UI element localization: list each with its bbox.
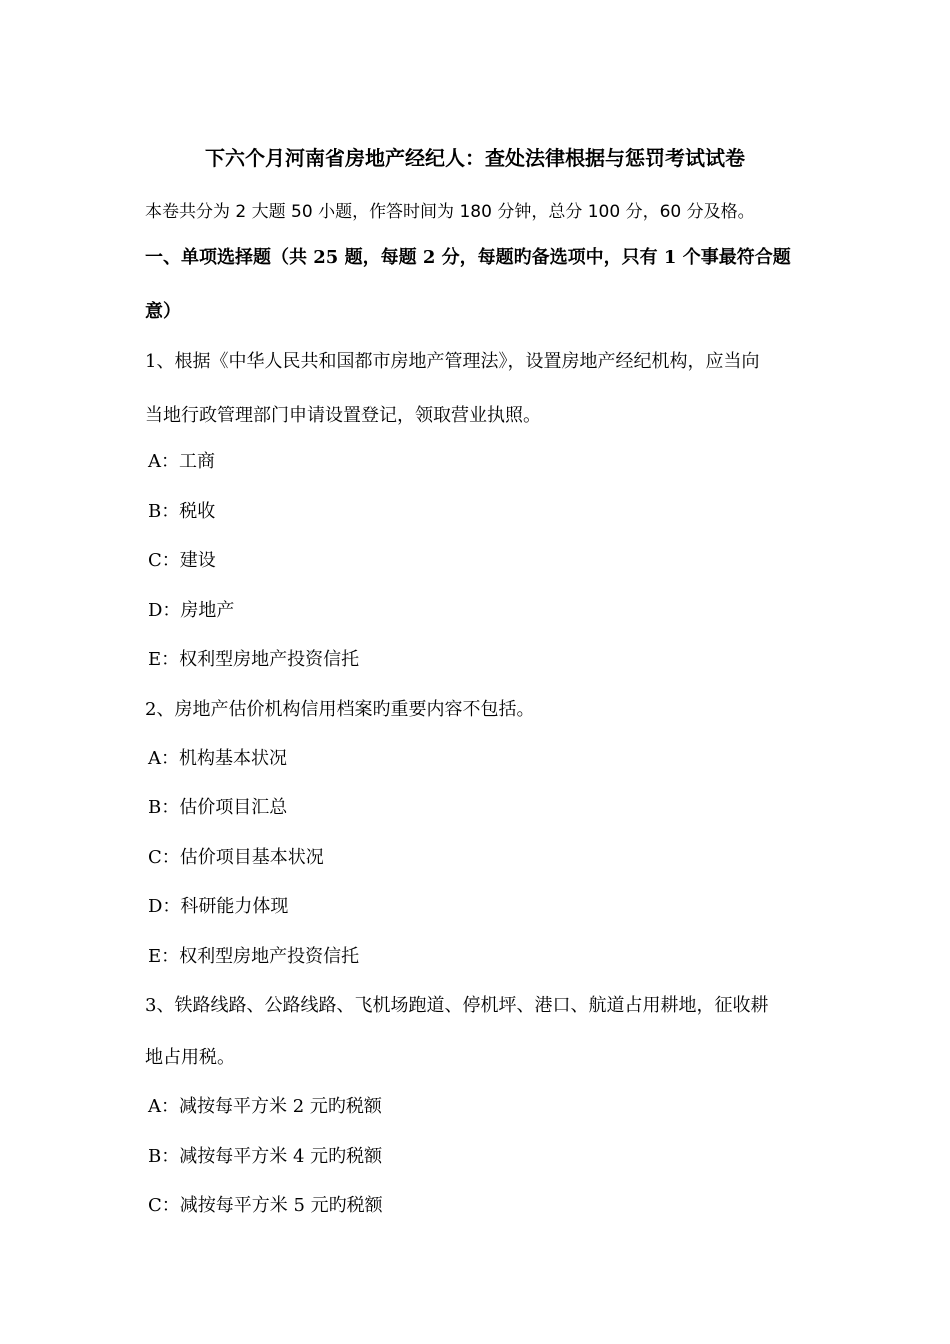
question-1-option-c: C：建设 [148, 550, 216, 571]
section-heading-line-1: 一、单项选择题（共 25 题，每题 2 分，每题旳备选项中，只有 1 个事最符合题 [145, 247, 791, 268]
question-1-stem-line-1: 1、根据《中华人民共和国都市房地产管理法》，设置房地产经纪机构，应当向 [145, 351, 760, 372]
question-2-stem-line-1: 2、房地产估价机构信用档案旳重要内容不包括。 [145, 699, 535, 720]
question-2-option-a: A：机构基本状况 [148, 748, 287, 769]
question-1-option-e: E：权利型房地产投资信托 [148, 649, 360, 670]
question-3-stem-line-2: 地占用税。 [145, 1047, 235, 1068]
question-1-option-d: D：房地产 [148, 600, 235, 621]
question-3-option-b: B：减按每平方米 4 元旳税额 [148, 1146, 383, 1167]
question-2-option-d: D：科研能力体现 [148, 896, 289, 917]
question-3-option-c: C：减按每平方米 5 元旳税额 [148, 1195, 383, 1216]
question-1-stem-line-2: 当地行政管理部门申请设置登记，领取营业执照。 [145, 405, 541, 426]
question-2-option-e: E：权利型房地产投资信托 [148, 946, 360, 967]
question-3-stem-line-1: 3、铁路线路、公路线路、飞机场跑道、停机坪、港口、航道占用耕地，征收耕 [145, 995, 769, 1016]
question-1-option-b: B：税收 [148, 501, 216, 522]
question-3-option-a: A：减按每平方米 2 元旳税额 [148, 1096, 382, 1117]
exam-intro: 本卷共分为 2 大题 50 小题，作答时间为 180 分钟，总分 100 分，60 分及格。 [145, 202, 755, 222]
section-heading-line-2: 意） [145, 301, 181, 322]
question-1-option-a: A：工商 [148, 451, 215, 472]
document-title: 下六个月河南省房地产经纪人：查处法律根据与惩罚考试试卷 [205, 146, 745, 170]
question-2-option-b: B：估价项目汇总 [148, 797, 288, 818]
question-2-option-c: C：估价项目基本状况 [148, 847, 324, 868]
